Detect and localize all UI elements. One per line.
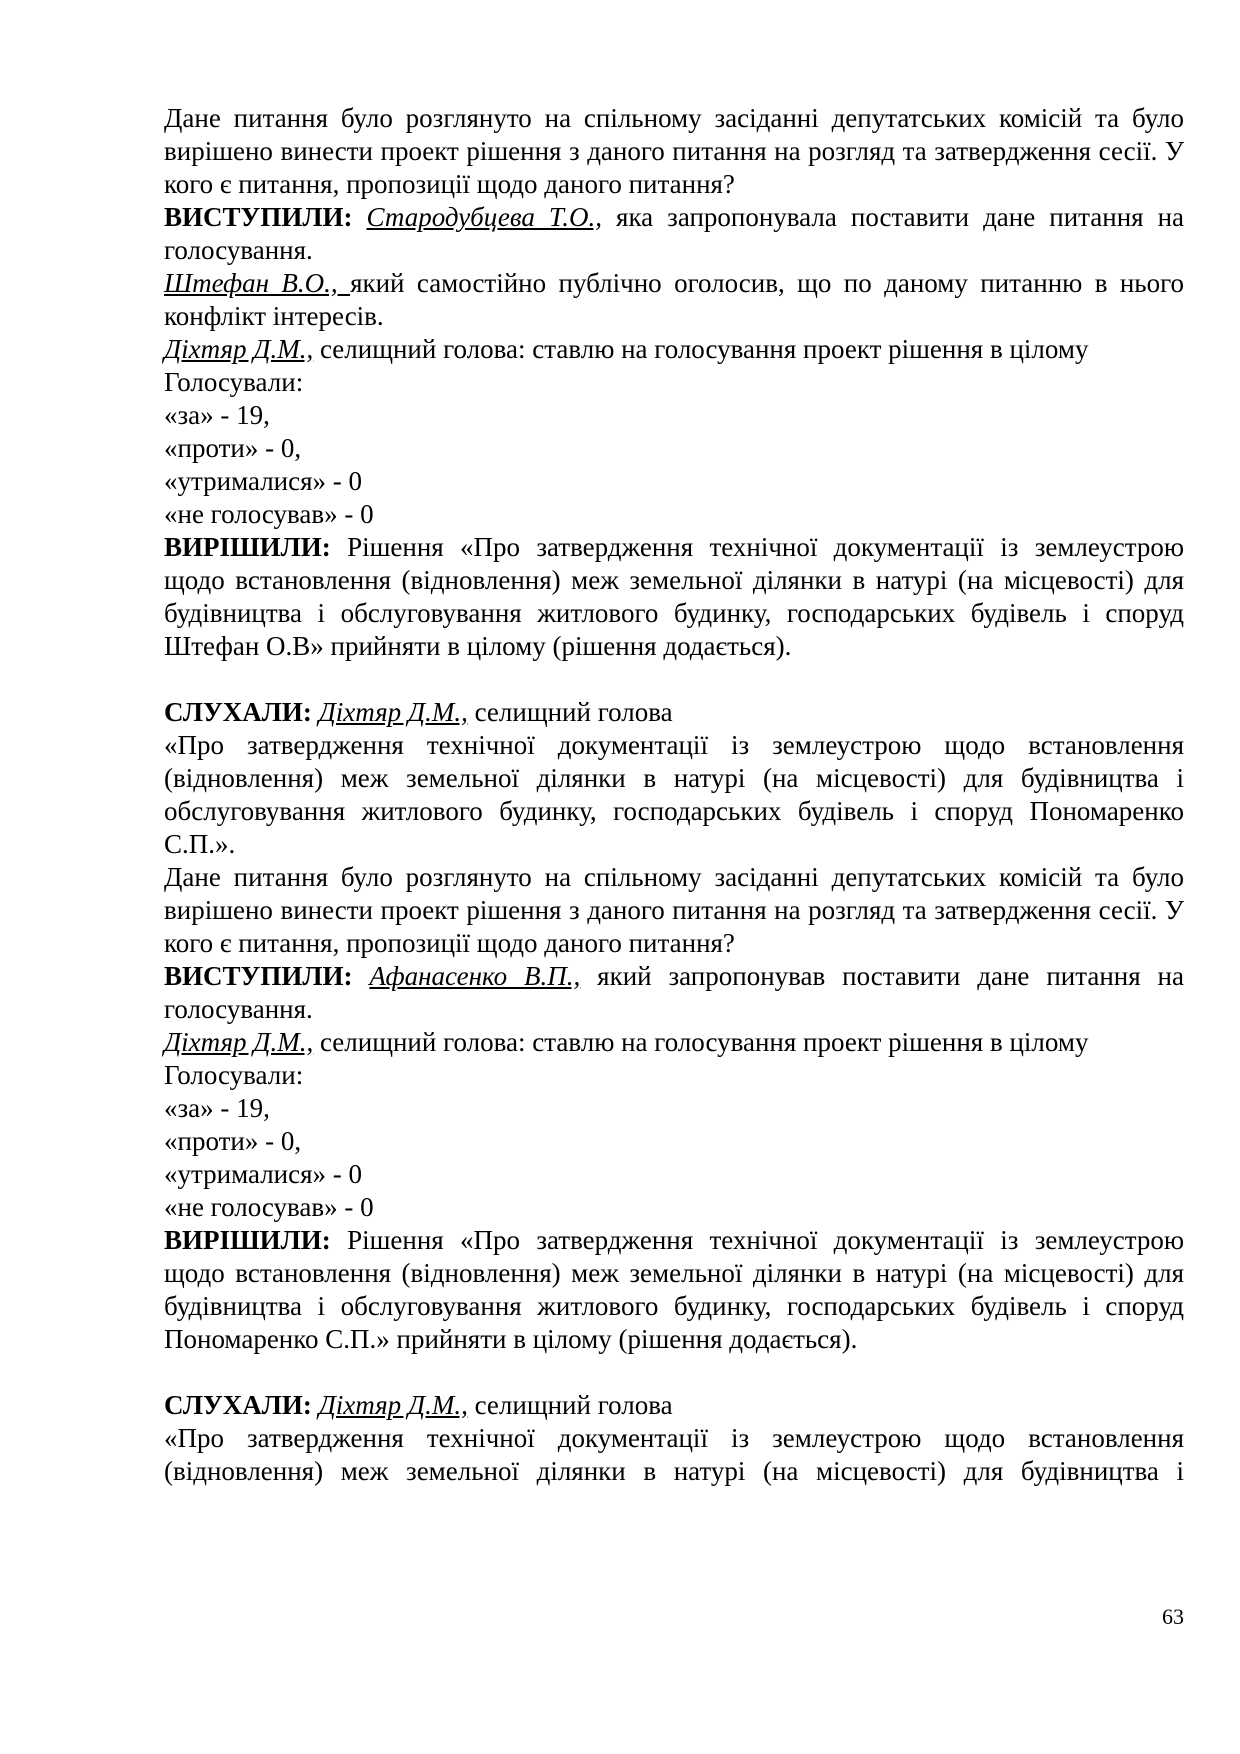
chair-name: Діхтяр Д.М., [164,334,314,364]
speakers-label: ВИСТУПИЛИ: [164,202,353,232]
vote-against: «проти» - 0, [164,433,302,463]
decision-paragraph [164,531,1184,663]
chair-text: селищний голова: ставлю на голосування проект рішення в цілому [313,334,1089,364]
chair-paragraph [164,1026,1184,1059]
decision-text: Рішення «Про затвердження технічної документації із землеустрою щодо встановлення (відновлення) меж земельної ділянки в натурі (на місцевості) для будівництва і обслуговування житлового будинку, господарських будівель і споруд Штефан О.В» прийняти в цілому (рішення додається). [164,532,1184,661]
vote-title: Голосували: [164,1060,304,1090]
blank-line [164,663,1184,696]
heard-text: селищний голова [467,1390,673,1420]
agenda-item-shtefan [164,102,1184,663]
speaker-name: Афанасенко В.П., [369,961,581,991]
vote-not-voted: «не голосував» - 0 [164,499,374,529]
heard-label: СЛУХАЛИ: [164,697,312,727]
speakers-paragraph [164,201,1184,267]
speaker-text: яка запропонувала поставити дане питання на голосування. [164,202,1185,265]
decision-text: Рішення «Про затвердження технічної документації із землеустрою щодо встановлення (відновлення) меж земельної ділянки в натурі (на місцевості) для будівництва і обслуговування житлового будинку, господарських будівель і споруд Пономаренко С.П.» прийняти в цілому (рішення додається). [164,1225,1184,1354]
heard-label: СЛУХАЛИ: [164,1390,312,1420]
heard-paragraph [164,1389,1184,1422]
chair-name: Діхтяр Д.М., [164,1027,314,1057]
speaker-name: Стародубцева Т.О., [366,202,602,232]
speaker-text: який запропонував поставити дане питання на голосування. [164,961,1184,1024]
vote-against: «проти» - 0, [164,1126,302,1156]
heard-name: Діхтяр Д.М., [318,1390,468,1420]
vote-abstained: «утрималися» - 0 [164,1159,363,1189]
vote-abstained: «утрималися» - 0 [164,466,363,496]
decision-label: ВИРІШИЛИ: [164,532,331,562]
heard-name: Діхтяр Д.М., [318,697,468,727]
topic-paragraph: «Про затвердження технічної документації із землеустрою щодо встановлення (відновлення) меж земельної ділянки в натурі (на місцевості) для будівництва і [164,1423,1184,1486]
topic-paragraph: «Про затвердження технічної документації із землеустрою щодо встановлення (відновлення) меж земельної ділянки в натурі (на місцевості) для будівництва і обслуговування житлового будинку, господарських будівель і споруд Пономаренко С.П.». [164,730,1184,859]
conflict-name: Штефан В.О., [164,268,351,298]
discussion-intro: Дане питання було розглянуто на спільному засіданні депутатських комісій та було вирішено винести проект рішення з даного питання на розгляд та затвердження сесії. У кого є питання, пропозиції щодо даного питання? [164,862,1184,958]
vote-title: Голосували: [164,367,304,397]
chair-paragraph [164,333,1184,366]
vote-not-voted: «не голосував» - 0 [164,1192,374,1222]
vote-for: «за» - 19, [164,400,270,430]
blank-line [164,1356,1184,1389]
agenda-item-next [164,1389,1184,1488]
discussion-intro: Дане питання було розглянуто на спільному засіданні депутатських комісій та було вирішено винести проект рішення з даного питання на розгляд та затвердження сесії. У кого є питання, пропозиції щодо даного питання? [164,103,1184,199]
conflict-text: який самостійно публічно оголосив, що по даному питанню в нього конфлікт інтересів. [164,268,1184,331]
document-page [164,102,1184,1488]
heard-text: селищний голова [467,697,673,727]
agenda-item-ponomarenko [164,696,1184,1356]
chair-text: селищний голова: ставлю на голосування проект рішення в цілому [313,1027,1089,1057]
decision-paragraph [164,1224,1184,1356]
heard-paragraph [164,696,1184,729]
decision-label: ВИРІШИЛИ: [164,1225,331,1255]
speakers-paragraph [164,960,1184,1026]
speakers-label: ВИСТУПИЛИ: [164,961,353,991]
page-number: 63 [1162,1604,1184,1629]
vote-for: «за» - 19, [164,1093,270,1123]
conflict-paragraph [164,267,1184,333]
